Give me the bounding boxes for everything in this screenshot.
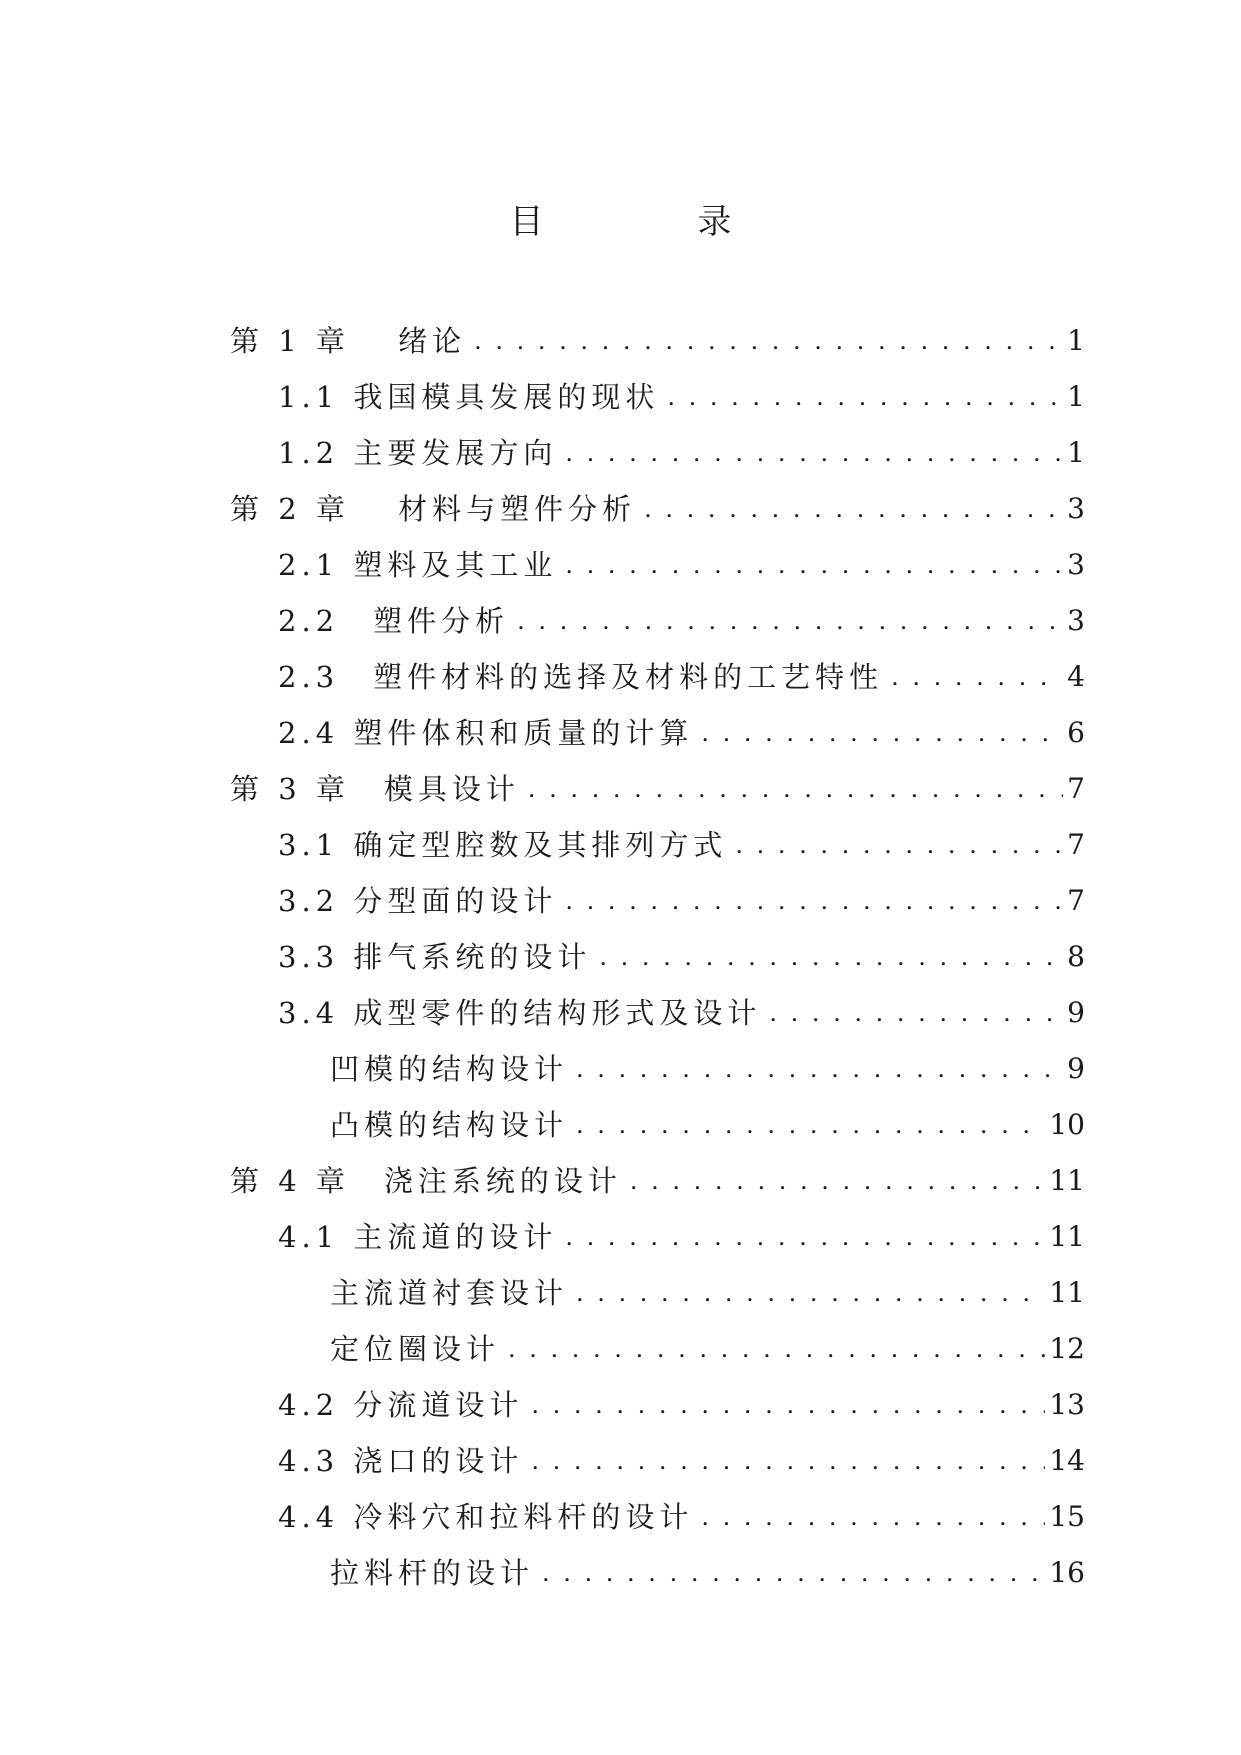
toc-entry-label: 定位圈设计 xyxy=(330,1332,501,1366)
toc-entry-page-number: 11 xyxy=(1049,1220,1085,1253)
toc-dot-leader xyxy=(735,825,1063,865)
toc-entry-page-number: 4 xyxy=(1067,660,1085,693)
toc-entry-label: 主流道衬套设计 xyxy=(330,1276,569,1310)
toc-entry-page-number: 7 xyxy=(1067,772,1085,805)
toc-entry-page-number: 13 xyxy=(1049,1388,1085,1421)
toc-dot-leader xyxy=(576,1273,1045,1313)
toc-entry-page-number: 7 xyxy=(1067,884,1085,917)
toc-entry-label: 3.2 分型面的设计 xyxy=(278,884,558,918)
toc-entry[interactable] xyxy=(230,473,1085,529)
toc-entry[interactable] xyxy=(230,1257,1085,1313)
toc-entry-label: 第 3 章 模具设计 xyxy=(230,772,520,806)
toc-entry[interactable] xyxy=(230,1145,1085,1201)
toc-entry-page-number: 1 xyxy=(1067,436,1085,469)
toc-entry[interactable] xyxy=(230,753,1085,809)
toc-dot-leader xyxy=(517,601,1063,641)
toc-entry-label: 第 1 章 绪论 xyxy=(230,324,467,358)
toc-entry-page-number: 12 xyxy=(1049,1332,1085,1365)
toc-entry-label: 凸模的结构设计 xyxy=(330,1108,569,1142)
toc-dot-leader xyxy=(630,1161,1045,1201)
toc-entry-page-number: 8 xyxy=(1067,940,1085,973)
toc-entry-label: 第 4 章 浇注系统的设计 xyxy=(230,1164,622,1198)
toc-entry[interactable] xyxy=(230,585,1085,641)
toc-entry[interactable] xyxy=(230,361,1085,417)
toc-entry-label: 4.4 冷料穴和拉料杆的设计 xyxy=(278,1500,694,1534)
toc-entry-label: 2.2 塑件分析 xyxy=(278,604,510,638)
toc-dot-leader xyxy=(701,713,1063,753)
toc-entry-label: 凹模的结构设计 xyxy=(330,1052,569,1086)
toc-entry-label: 3.3 排气系统的设计 xyxy=(278,940,592,974)
toc-entry-page-number: 3 xyxy=(1067,604,1085,637)
toc-dot-leader xyxy=(576,1049,1063,1089)
toc-dot-leader xyxy=(769,993,1063,1033)
toc-dot-leader xyxy=(528,769,1063,809)
toc-entry-page-number: 16 xyxy=(1049,1556,1085,1589)
toc-entry[interactable] xyxy=(230,1369,1085,1425)
toc-entry-page-number: 3 xyxy=(1067,492,1085,525)
toc-entry[interactable] xyxy=(230,417,1085,473)
toc-entry-page-number: 6 xyxy=(1067,716,1085,749)
toc-entry-label: 2.3 塑件材料的选择及材料的工艺特性 xyxy=(278,660,884,694)
toc-entry-page-number: 3 xyxy=(1067,548,1085,581)
toc-title: 目 录 xyxy=(509,202,792,242)
toc-entry[interactable] xyxy=(230,1313,1085,1369)
toc-entry[interactable] xyxy=(230,977,1085,1033)
toc-entry[interactable] xyxy=(230,1425,1085,1481)
toc-dot-leader xyxy=(565,1217,1045,1257)
toc-entry[interactable] xyxy=(230,529,1085,585)
toc-entry[interactable] xyxy=(230,641,1085,697)
toc-entry-page-number: 9 xyxy=(1067,1052,1085,1085)
toc-entry[interactable] xyxy=(230,1537,1085,1593)
toc-dot-leader xyxy=(531,1441,1045,1481)
toc-entry-label: 拉料杆的设计 xyxy=(330,1556,535,1590)
toc-entry[interactable] xyxy=(230,1089,1085,1145)
toc-entry[interactable] xyxy=(230,1481,1085,1537)
toc-entry[interactable] xyxy=(230,697,1085,753)
toc-entry[interactable] xyxy=(230,865,1085,921)
toc-entry-label: 4.2 分流道设计 xyxy=(278,1388,524,1422)
toc-entry[interactable] xyxy=(230,305,1085,361)
toc-entry[interactable] xyxy=(230,921,1085,977)
toc-entry-label: 3.1 确定型腔数及其排列方式 xyxy=(278,828,728,862)
toc-dot-leader xyxy=(531,1385,1045,1425)
toc-dot-leader xyxy=(565,433,1063,473)
toc-entry-page-number: 15 xyxy=(1049,1500,1085,1533)
toc-dot-leader xyxy=(508,1329,1045,1369)
toc-entry-page-number: 11 xyxy=(1049,1164,1085,1197)
toc-entry[interactable] xyxy=(230,1033,1085,1089)
toc-entry-label: 4.3 浇口的设计 xyxy=(278,1444,524,1478)
toc-dot-leader xyxy=(576,1105,1045,1145)
toc-entry-page-number: 10 xyxy=(1049,1108,1085,1141)
toc-entry-page-number: 7 xyxy=(1067,828,1085,861)
toc-dot-leader xyxy=(701,1497,1045,1537)
toc-entry-page-number: 1 xyxy=(1067,324,1085,357)
toc-entry-page-number: 14 xyxy=(1049,1444,1085,1477)
toc-entry-page-number: 11 xyxy=(1049,1276,1085,1309)
toc-entry[interactable] xyxy=(230,809,1085,865)
toc-dot-leader xyxy=(565,545,1063,585)
toc-dot-leader xyxy=(599,937,1063,977)
toc-entry-label: 2.1 塑料及其工业 xyxy=(278,548,558,582)
table-of-contents xyxy=(230,305,1085,1593)
toc-entry-label: 第 2 章 材料与塑件分析 xyxy=(230,492,637,526)
toc-dot-leader xyxy=(542,1553,1045,1593)
toc-entry[interactable] xyxy=(230,1201,1085,1257)
toc-entry-label: 1.1 我国模具发展的现状 xyxy=(278,380,660,414)
toc-dot-leader xyxy=(565,881,1063,921)
toc-dot-leader xyxy=(667,377,1063,417)
toc-entry-label: 2.4 塑件体积和质量的计算 xyxy=(278,716,694,750)
toc-entry-label: 4.1 主流道的设计 xyxy=(278,1220,558,1254)
toc-entry-label: 3.4 成型零件的结构形式及设计 xyxy=(278,996,762,1030)
toc-dot-leader xyxy=(891,657,1063,697)
toc-entry-page-number: 9 xyxy=(1067,996,1085,1029)
toc-entry-page-number: 1 xyxy=(1067,380,1085,413)
toc-dot-leader xyxy=(474,321,1063,361)
toc-entry-label: 1.2 主要发展方向 xyxy=(278,436,558,470)
toc-dot-leader xyxy=(644,489,1063,529)
